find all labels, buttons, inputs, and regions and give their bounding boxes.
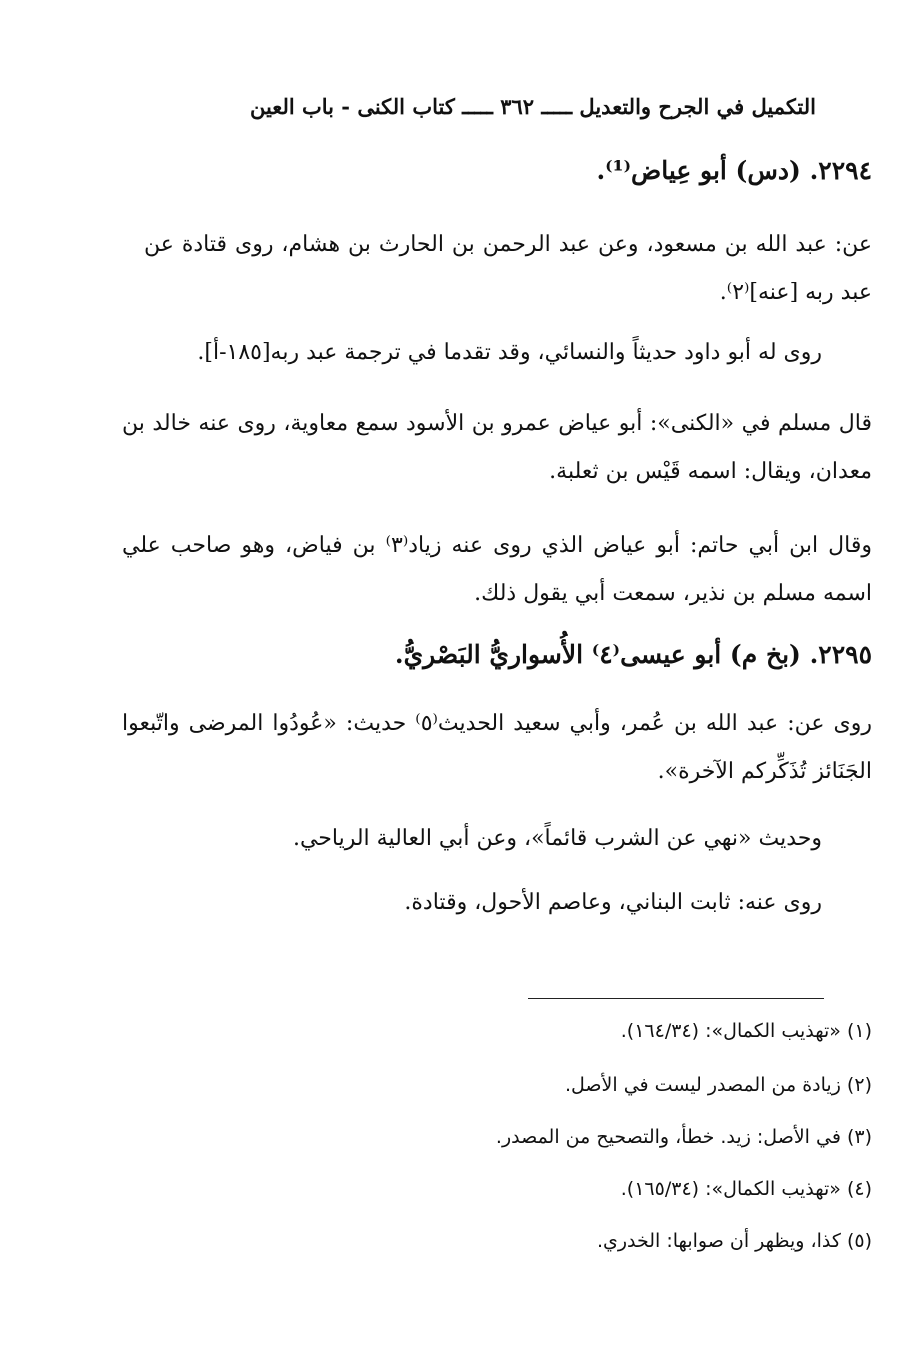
entry-title: ٢٢٩٤. (دس) أبو عِياض⁽¹⁾. bbox=[596, 156, 872, 185]
entry-paragraph: روى عنه: ثابت البناني، وعاصم الأحول، وقتادة. bbox=[404, 890, 822, 915]
entry-paragraph: وقال ابن أبي حاتم: أبو عياض الذي روى عنه زياد⁽٣⁾ بن فياض، وهو صاحب علي اسمه مسلم بن نذير، سمعت أبي يقول ذلك. bbox=[122, 533, 872, 606]
entry-paragraph: روى له أبو داود حديثاً والنسائي، وقد تقدما في ترجمة عبد ربه[١٨٥-أ]. bbox=[197, 340, 822, 365]
entry-paragraph: عن: عبد الله بن مسعود، وعن عبد الرحمن بن الحارث بن هشام، روى قتادة عن عبد ربه [عنه]⁽٢⁾. bbox=[144, 232, 872, 305]
entry-paragraph: قال مسلم في «الكنى»: أبو عياض عمرو بن الأسود سمع معاوية، روى عنه خالد بن معدان، ويقال: اسمه قَيْس بن ثعلبة. bbox=[122, 411, 872, 484]
footnote: (٥) كذا، ويظهر أن صوابها: الخدري. bbox=[596, 1230, 872, 1252]
footnote: (٤) «تهذيب الكمال»: (١٦٥/٣٤). bbox=[620, 1178, 872, 1200]
entry-title: ٢٢٩٥. (بخ م) أبو عيسى⁽٤⁾ الأُسواريُّ البَصْريُّ. bbox=[394, 640, 872, 669]
running-header: التكميل في الجرح والتعديل ـــــ ٣٦٢ ـــــ كتاب الكنى - باب العين bbox=[249, 94, 816, 119]
footnote: (٣) في الأصل: زيد. خطأ، والتصحيح من المصدر. bbox=[495, 1126, 872, 1148]
footnote: (١) «تهذيب الكمال»: (١٦٤/٣٤). bbox=[620, 1020, 872, 1042]
footnote: (٢) زيادة من المصدر ليست في الأصل. bbox=[564, 1074, 872, 1096]
entry-paragraph: روى عن: عبد الله بن عُمر، وأبي سعيد الحديث⁽٥⁾ حديث: «عُودُوا المرضى واتّبعوا الجَنَائز تُذَكِّركم الآخرة». bbox=[122, 711, 872, 784]
footnote-divider bbox=[528, 998, 824, 999]
entry-paragraph: وحديث «نهي عن الشرب قائماً»، وعن أبي العالية الرياحي. bbox=[292, 826, 822, 851]
